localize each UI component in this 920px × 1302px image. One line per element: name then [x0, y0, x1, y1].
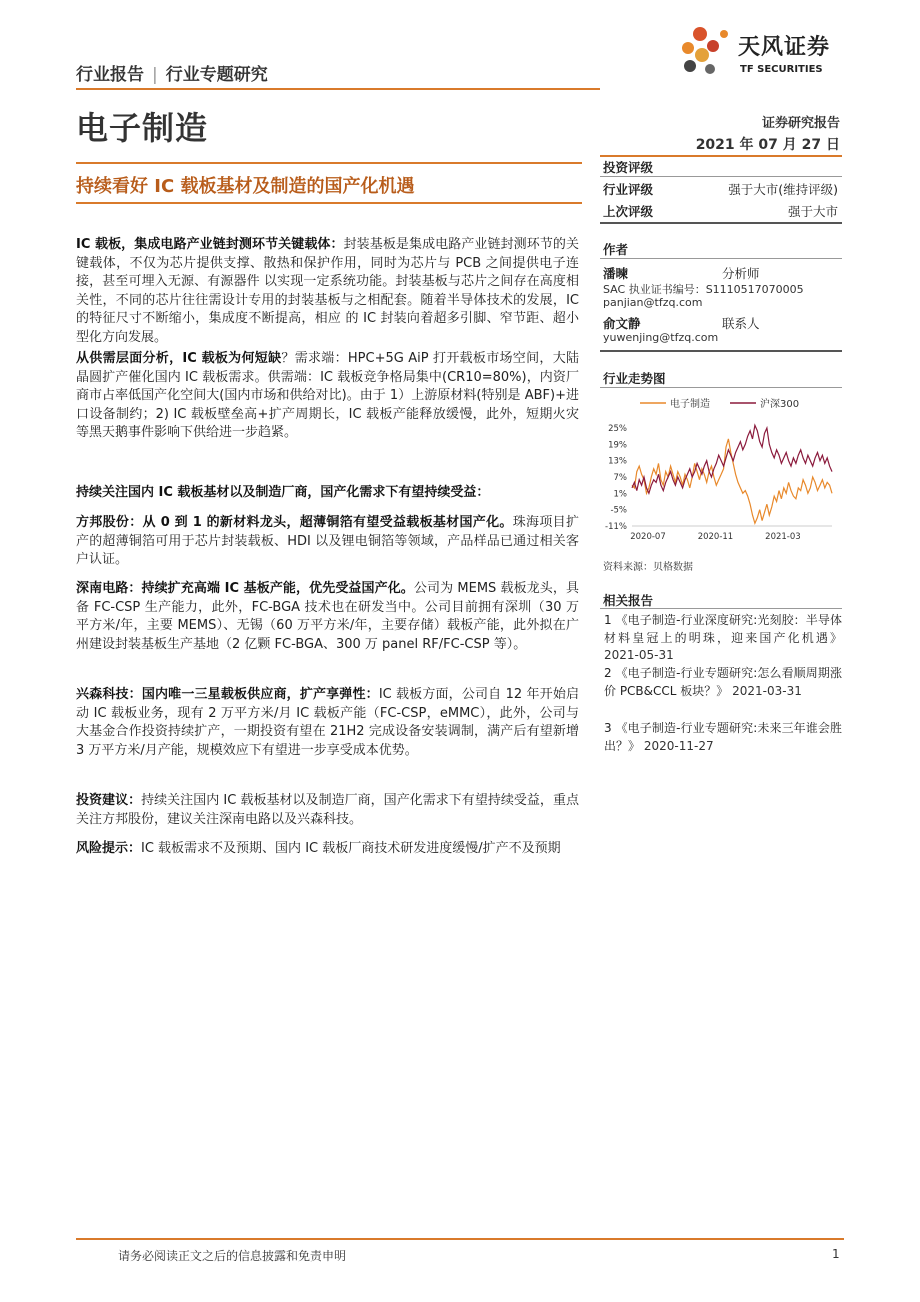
paragraph-heading: 方邦股份：从 0 到 1 的新材料龙头，超薄铜箔有望受益载板基材国产化。: [76, 515, 513, 530]
y-tick-label: -5%: [610, 505, 627, 516]
x-tick-label: 2020-07: [630, 532, 666, 542]
related-report-3[interactable]: [604, 720, 842, 755]
author2-email[interactable]: yuwenjing@tfzq.com: [603, 331, 719, 344]
logo-name: 天风证券: [738, 35, 831, 60]
authors-divider: [600, 258, 842, 259]
paragraph-heading: 深南电路：持续扩充高端 IC 基板产能，优先受益国产化。: [76, 581, 414, 596]
footer-divider: [76, 1238, 844, 1240]
related-report-date: 2020-11-27: [643, 738, 714, 753]
rating-divider: [600, 176, 842, 177]
related-heading: 相关报告: [603, 593, 654, 608]
paragraph-heading: 风险提示：: [76, 841, 142, 856]
x-tick-label: 2021-03: [765, 532, 801, 542]
related-report-1[interactable]: [604, 612, 842, 665]
paragraph-risk: [76, 840, 579, 859]
related-report-number: 1: [604, 613, 612, 627]
paragraph-xingsen: [76, 686, 579, 760]
series-line: [632, 439, 832, 523]
industry-rating-label: 行业评级: [603, 182, 654, 197]
related-report-title: 《电子制造-行业专题研究:未来三年谁会胜出？》: [604, 721, 843, 753]
paragraph-fangbang: [76, 514, 579, 570]
related-report-date: 2021-05-31: [604, 648, 674, 662]
page-number: 1: [832, 1247, 840, 1261]
related-report-title: 《电子制造-行业专题研究:怎么看顺周期涨价 PCB&CCL 板块？》: [604, 666, 843, 698]
x-tick-label: 2020-11: [697, 532, 734, 542]
related-report-2[interactable]: [604, 665, 842, 700]
paragraph-text: 公司为 MEMS 载板龙头，具备 FC-CSP 生产能力，此外，FC-BGA 技术也在研发当中。公司目前拥有深圳（30 万平方米/年，主要 MEMS）、无锡（60 万平方米/年，主要存储）载板产能，此外拟在广州建设封装基板生产基地（2 亿颗 FC-BGA、300 万 panel RF/FC-CSP 等）。: [76, 581, 579, 652]
y-tick-label: -11%: [605, 522, 627, 532]
report-date: 2021 年 07 月 27 日: [695, 137, 840, 153]
paragraph-supply-demand: [76, 350, 579, 443]
category-label: 行业报告: [76, 65, 144, 85]
header-divider: [76, 88, 600, 90]
paragraph-heading: 从供需层面分析，IC 载板为何短缺: [76, 351, 282, 366]
category-separator: |: [152, 65, 158, 85]
author1-email[interactable]: panjian@tfzq.com: [603, 296, 703, 309]
legend-label: 电子制造: [670, 399, 710, 410]
subtitle-top-divider: [76, 162, 582, 164]
related-report-date: 2021-03-31: [732, 683, 802, 698]
chart-source: 资料来源：贝格数据: [603, 562, 693, 573]
paragraph-ic-substrate: [76, 236, 579, 347]
paragraph-investment-advice: [76, 792, 579, 829]
paragraph-text: 封装基板是集成电路产业链封测环节的关键载体，不仅为芯片提供支撑、散热和保护作用，同时为芯片与 PCB 之间提供电子连接，甚至可埋入无源、有源器件 以实现一定系统功能。封装基板与芯片之间存在高度相关性，不同的芯片往往需设计专用的封装基板与之相配套。随着半导体技术的发展，IC 的特征尺寸不断缩小，集成度不断提高，相应 的 IC 封装向着超多引脚、窄节距、超小型化方向发展。: [76, 237, 579, 345]
related-report-title: 《电子制造-行业深度研究:光刻胶：半导体材料皇冠上的明珠，迎来国产化机遇》: [604, 613, 843, 645]
paragraph-heading: 投资建议：: [76, 793, 142, 808]
previous-rating-label: 上次评级: [603, 204, 654, 219]
y-tick-label: 1%: [613, 489, 627, 500]
author2-role: 联系人: [722, 316, 760, 331]
author2-name: 俞文静: [603, 316, 641, 331]
paragraph-shennan: [76, 580, 579, 654]
authors-heading: 作者: [603, 242, 629, 257]
industry-title: 电子制造: [76, 109, 209, 147]
previous-rating-value: 强于大市: [787, 204, 838, 219]
legend-label: 沪深300: [760, 399, 800, 410]
sidebar-top-divider: [600, 155, 842, 157]
related-report-number: 3: [604, 721, 612, 735]
paragraph-text: IC 载板方面，公司自 12 年开始启动 IC 载板业务，现有 2 万平方米/月 IC 载板产能（FC-CSP，eMMC），此外，公司与大基金合作投资持续扩产，一期投资有望在 21H2 完成设备安装调制，满产后有望新增 3 万平方米/月产能，规模效应下有望进一步享受成本优势。: [76, 687, 579, 758]
paragraph-text: ？需求端：HPC+5G AiP 打开载板市场空间，大陆晶圆扩产催化国内 IC 载板需求。供需端：IC 载板竞争格局集中(CR10=80%)，内资厂商市占率低国产化空间大(国内市场和供给对比)。由于 1）上游原材料(特别是 ABF)+进口设备制约；2) IC 载板壁垒高+扩产周期长，IC 载板产能释放缓慢，此外，短期火灾等黑天鹅事件影响下供给进一步趋紧。: [76, 351, 580, 440]
author1-certificate: SAC 执业证书编号：S1110517070005: [603, 283, 804, 296]
subcategory-label: 行业专题研究: [165, 65, 268, 85]
author1-role: 分析师: [722, 266, 760, 281]
related-report-number: 2: [604, 666, 612, 680]
subtitle-bottom-divider: [76, 202, 582, 204]
report-type: 证券研究报告: [761, 116, 840, 131]
footer-disclaimer[interactable]: 请务必阅读正文之后的信息披露和免责申明: [118, 1249, 347, 1263]
authors-bottom-divider: [600, 350, 842, 352]
report-subtitle: 持续看好 IC 载板基材及制造的国产化机遇: [76, 176, 415, 197]
paragraph-text: 持续关注国内 IC 载板基材以及制造厂商，国产化需求下有望持续受益，重点关注方邦股份，建议关注深南电路以及兴森科技。: [76, 793, 579, 827]
logo-english-name: TF SECURITIES: [740, 64, 823, 75]
y-tick-label: 7%: [613, 473, 627, 483]
paragraph-text: 珠海项目扩产的超薄铜箔可用于芯片封装载板、HDI 以及锂电铜箔等领域，产品样品已通过相关客户认证。: [76, 515, 579, 567]
author1-name: 潘暕: [603, 266, 629, 281]
paragraph-heading: 兴森科技：国内唯一三星载板供应商，扩产享弹性：: [76, 687, 379, 702]
industry-trend-chart: [600, 392, 842, 548]
paragraph-heading: IC 载板，集成电路产业链封测环节关键载体：: [76, 237, 344, 252]
y-tick-label: 25%: [608, 424, 627, 434]
rating-bottom-divider: [600, 222, 842, 224]
trend-divider: [600, 387, 842, 388]
y-tick-label: 13%: [608, 456, 627, 467]
paragraph-heading: 持续关注国内 IC 载板基材以及制造厂商，国产化需求下有望持续受益：: [76, 485, 490, 500]
y-tick-label: 19%: [608, 440, 627, 451]
industry-rating-value: 强于大市(维持评级): [728, 182, 838, 197]
trend-heading: 行业走势图: [603, 371, 666, 386]
paragraph-focus: [76, 484, 579, 503]
related-divider: [600, 608, 842, 609]
rating-heading: 投资评级: [603, 160, 654, 175]
paragraph-text: IC 载板需求不及预期、国内 IC 载板厂商技术研发进度缓慢/扩产不及预期: [141, 841, 561, 856]
report-category: [76, 60, 268, 85]
